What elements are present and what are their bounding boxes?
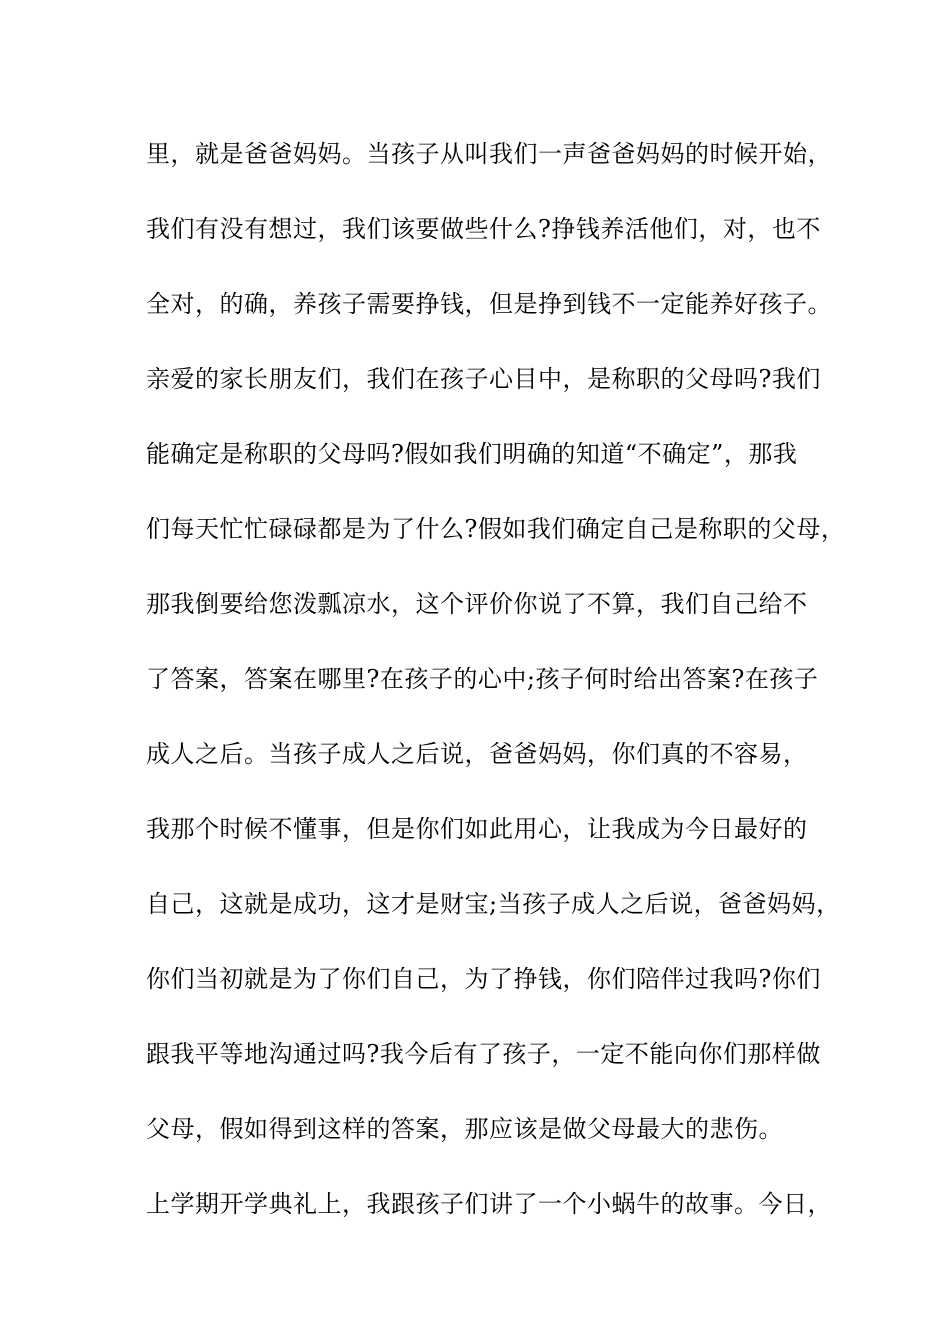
text-line: 那我倒要给您泼瓢凉水，这个评价你说了不算，我们自己给不	[146, 590, 808, 618]
text-line: 你们当初就是为了你们自己，为了挣钱，你们陪伴过我吗?你们	[146, 965, 821, 993]
text-line: 亲爱的家长朋友们，我们在孩子心目中，是称职的父母吗?我们	[146, 365, 821, 393]
text-line: 里，就是爸爸妈妈。当孩子从叫我们一声爸爸妈妈的时候开始，	[146, 140, 832, 168]
text-line: 们每天忙忙碌碌都是为了什么?假如我们确定自己是称职的父母，	[146, 515, 846, 543]
text-line: 上学期开学典礼上，我跟孩子们讲了一个小蜗牛的故事。今日，	[146, 1190, 832, 1218]
text-line: 父母，假如得到这样的答案，那应该是做父母最大的悲伤。	[146, 1115, 783, 1143]
text-line: 我们有没有想过，我们该要做些什么?挣钱养活他们，对，也不	[146, 215, 821, 243]
text-line: 成人之后。当孩子成人之后说，爸爸妈妈，你们真的不容易，	[146, 740, 808, 768]
text-line: 能确定是称职的父母吗?假如我们明确的知道“不确定”，那我	[146, 440, 798, 468]
text-line: 了答案，答案在哪里?在孩子的心中;孩子何时给出答案?在孩子	[146, 665, 819, 693]
text-line: 全对，的确，养孩子需要挣钱，但是挣到钱不一定能养好孩子。	[146, 290, 832, 318]
text-line: 跟我平等地沟通过吗?我今后有了孩子，一定不能向你们那样做	[146, 1040, 821, 1068]
text-line: 我那个时候不懂事，但是你们如此用心，让我成为今日最好的	[146, 815, 808, 843]
body-text	[146, 132, 846, 1257]
text-line: 自己，这就是成功，这才是财宝;当孩子成人之后说，爸爸妈妈，	[146, 890, 841, 918]
